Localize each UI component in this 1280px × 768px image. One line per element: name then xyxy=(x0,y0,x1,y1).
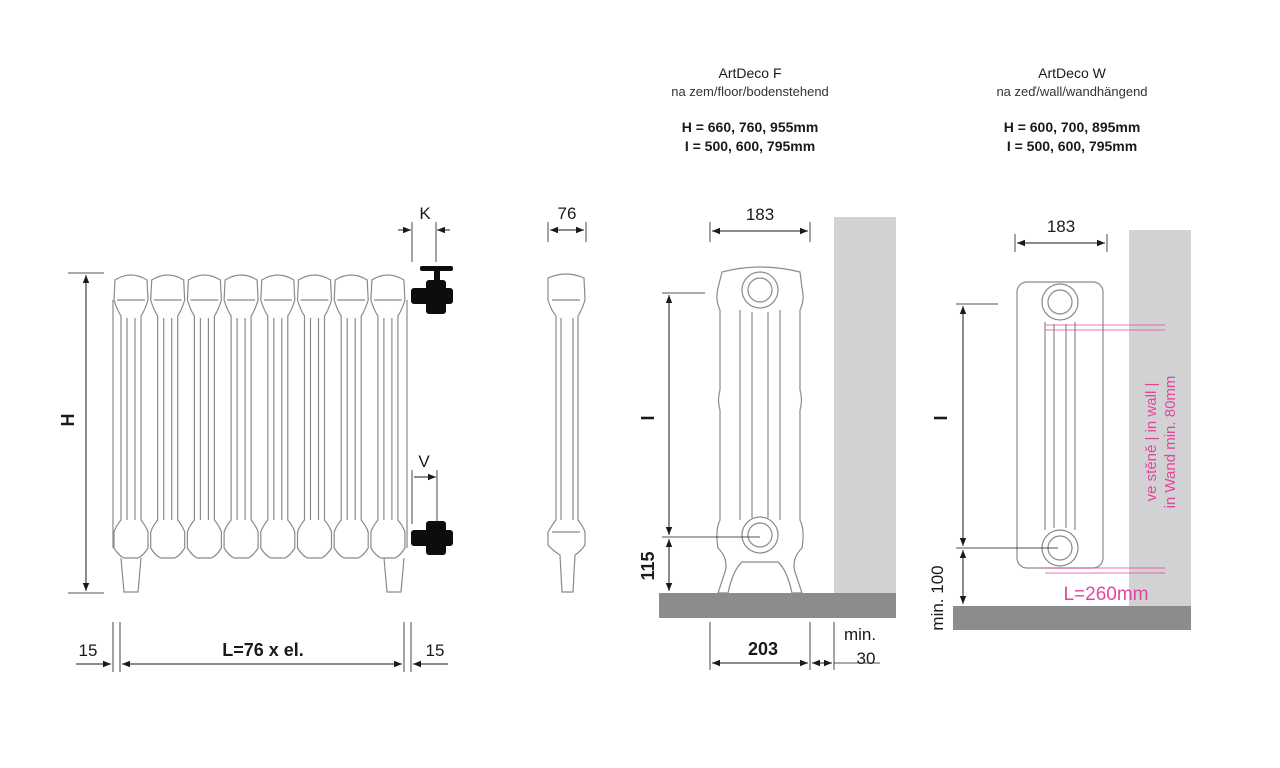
wall-axis-dimension xyxy=(928,304,1058,631)
floor-depth-bottom: 203 xyxy=(747,639,779,659)
top-valve xyxy=(411,266,453,314)
in-wall-note-line2: in Wand min. 80mm xyxy=(1162,375,1179,509)
radiator-column xyxy=(371,275,405,558)
depth-dimension xyxy=(548,204,586,242)
floor-model-heights: H = 660, 760, 955mm xyxy=(681,119,819,135)
wall-model xyxy=(928,65,1191,631)
floor-model-name: ArtDeco F xyxy=(718,65,782,81)
radiator-column xyxy=(151,275,185,558)
wall-gap-line1: min. xyxy=(843,625,877,644)
valve-k-dimension xyxy=(398,204,450,262)
right-foot xyxy=(384,558,404,592)
length-dimension xyxy=(76,622,448,672)
floor-slab xyxy=(659,593,896,618)
right-margin-label: 15 xyxy=(425,641,445,660)
wall-axis-label: I xyxy=(931,415,951,421)
side-depth-label: 76 xyxy=(557,204,577,223)
valve-v-label: V xyxy=(418,452,430,471)
in-wall-note-line1: ve stěně | in wall | xyxy=(1143,382,1160,502)
valve-k-label: K xyxy=(419,204,431,223)
floor-radiator-profile xyxy=(717,267,803,593)
wall-model-heights: H = 600, 700, 895mm xyxy=(1003,119,1141,135)
height-dimension xyxy=(58,273,104,593)
floor-model-mounting: na zem/floor/bodenstehend xyxy=(671,84,829,99)
wall-depth-dimension xyxy=(1015,217,1107,252)
floor-axis-dimension xyxy=(638,293,760,591)
side-view xyxy=(548,204,586,592)
radiator-column xyxy=(298,275,332,558)
floor-axis-label: I xyxy=(638,415,658,421)
wall-floor-slab xyxy=(953,606,1191,630)
floor-bottom-height: 115 xyxy=(638,551,658,581)
wall-model-mounting: na zeď/wall/wandhängend xyxy=(996,84,1148,99)
bottom-valve xyxy=(411,521,453,555)
left-foot xyxy=(121,558,141,592)
radiator-front-body xyxy=(113,275,407,592)
floor-bottom-dimensions xyxy=(710,622,880,670)
floor-model xyxy=(638,65,896,670)
radiator-column xyxy=(224,275,258,558)
wall-depth-label: 183 xyxy=(1046,217,1076,236)
front-view xyxy=(58,204,453,672)
left-margin-label: 15 xyxy=(78,641,98,660)
wall-bottom-clearance: min. 100 xyxy=(928,565,947,631)
radiator-column xyxy=(334,275,368,558)
floor-depth-label: 183 xyxy=(745,205,775,224)
floor-depth-dimension xyxy=(710,205,810,242)
wall-model-name: ArtDeco W xyxy=(1038,65,1106,81)
radiator-side-body xyxy=(548,274,585,592)
wall-gap-line2: 30 xyxy=(856,649,876,668)
radiator-column xyxy=(114,275,148,558)
height-label: H xyxy=(58,413,78,427)
radiator-column xyxy=(261,275,295,558)
length-label: L=76 x el. xyxy=(222,640,304,660)
wall-model-spacings: I = 500, 600, 795mm xyxy=(1006,138,1138,154)
valve-v-dimension xyxy=(412,452,437,524)
floor-model-spacings: I = 500, 600, 795mm xyxy=(684,138,816,154)
radiator-column xyxy=(187,275,221,558)
pipe-length-label: L=260mm xyxy=(1063,584,1149,605)
wall-surface xyxy=(1129,230,1191,606)
floor-wall xyxy=(834,217,896,593)
